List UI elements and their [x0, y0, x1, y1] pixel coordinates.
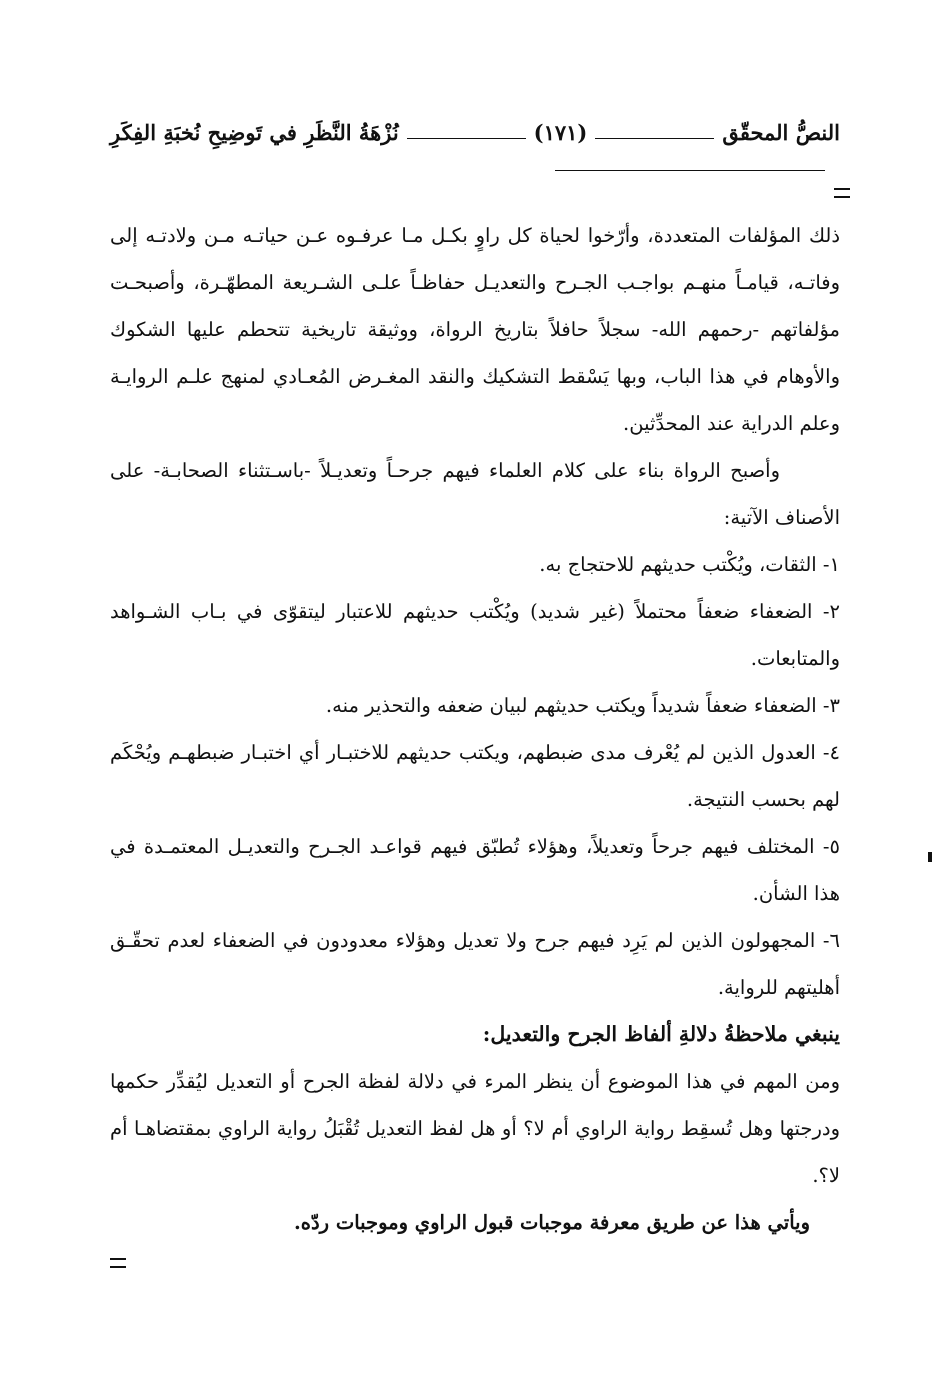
list-item — [110, 541, 840, 588]
header-book-title: نُزْهَةُ النَّظَرِ في تَوضِيحِ نُخبَةِ الفِكَرِ — [109, 119, 399, 145]
list-item-number: ٦- — [822, 929, 840, 952]
list-item-number: ٤- — [822, 741, 840, 764]
paragraph-categories-intro: وأصبح الرواة بناء على كلام العلماء فيهم جرحـاً وتعديـلاً -باسـتثناء الصحابـة- على الأصناف الآتية: — [110, 459, 840, 529]
list-item-text: الضعفاء ضعفاً شديداً ويكتب حديثهم لبيان ضعفه والتحذير منه. — [325, 694, 817, 717]
list-item-text: الثقات، ويُكْتب حديثهم للاحتجاج به. — [539, 553, 817, 576]
paragraph-closing: ويأتي هذا عن طريق معرفة موجبات قبول الراوي وموجبات ردّه. — [293, 1211, 810, 1234]
header-underline — [555, 170, 825, 171]
list-item-text: العدول الذين لم يُعْرف مدى ضبطهم، ويكتب حديثهم للاختبـار أي اختبـار ضبطهـم ويُحْكَم لهم بحسب النتيجة. — [110, 741, 840, 811]
list-item-text: المختلف فيهم جرحاً وتعديلاً، وهؤلاء تُطبّق فيهم قواعـد الجـرح والتعديـل المعتمـدة في هذا الشأن. — [110, 835, 840, 905]
section-heading: ينبغي ملاحظةُ دلالةِ ألفاظ الجرح والتعديل: — [482, 1022, 840, 1046]
page-header — [110, 112, 840, 152]
list-item-text: المجهولون الذين لم يَرِد فيهم جرح ولا تعديل وهؤلاء معدودون في الضعفاء لعدم تحقّـق أهليتهم للرواية. — [110, 929, 840, 999]
continuation-mark-bottom — [110, 1258, 126, 1268]
list-item-number: ٢- — [822, 600, 840, 623]
continuation-mark-top — [834, 188, 850, 198]
margin-mark — [928, 852, 932, 862]
list-item — [110, 682, 840, 729]
list-item — [110, 588, 840, 682]
list-item-number: ٣- — [822, 694, 840, 717]
list-item — [110, 823, 840, 917]
header-rule-right — [595, 138, 714, 139]
header-section-title: النصُّ المحقّق — [722, 119, 840, 145]
page-number: (١٧١) — [533, 119, 588, 145]
list-item — [110, 917, 840, 1011]
page-body — [110, 212, 840, 1246]
paragraph-intro: ذلك المؤلفات المتعددة، وأرّخوا لحياة كل راوٍ بكـل مـا عرفـوه عـن حياتـه مـن ولادتـه إلى وفاتـه، قيامـاً منهـم بواجـب الجـرح والتعديـل حفاظـاً علـى الشـريعة المطهّـرة، وأصبحـت مؤلفاتهم -رحمهم الله- سجلاً حافلاً بتاريخ الرواة، ووثيقة تاريخية تتحطم عليها الشكوك والأوهام في هذا الباب، وبها يَسْقط التشكيك والنقد المغـرض المُعـادي لمنهج علـم الروايـة وعلم الدراية عند المحدِّثين. — [110, 224, 840, 435]
list-item-text: الضعفاء ضعفاً محتملاً (غير شديد) ويُكْتب حديثهم للاعتبار ليتقوّى في بـاب الشـواهد والمتابعات. — [110, 600, 840, 670]
list-item — [110, 729, 840, 823]
list-item-number: ٥- — [822, 835, 840, 858]
list-item-number: ١- — [822, 553, 840, 576]
paragraph-importance: ومن المهم في هذا الموضوع أن ينظر المرء في دلالة لفظة الجرح أو التعديل ليُقدِّر حكمها ودرجتها وهل تُسقِط رواية الراوي أم لا؟ أو هل لفظ التعديل تُقْبَلُ رواية الراوي بمقتضاهـا أم لا؟. — [110, 1070, 840, 1187]
header-rule-left — [407, 138, 526, 139]
